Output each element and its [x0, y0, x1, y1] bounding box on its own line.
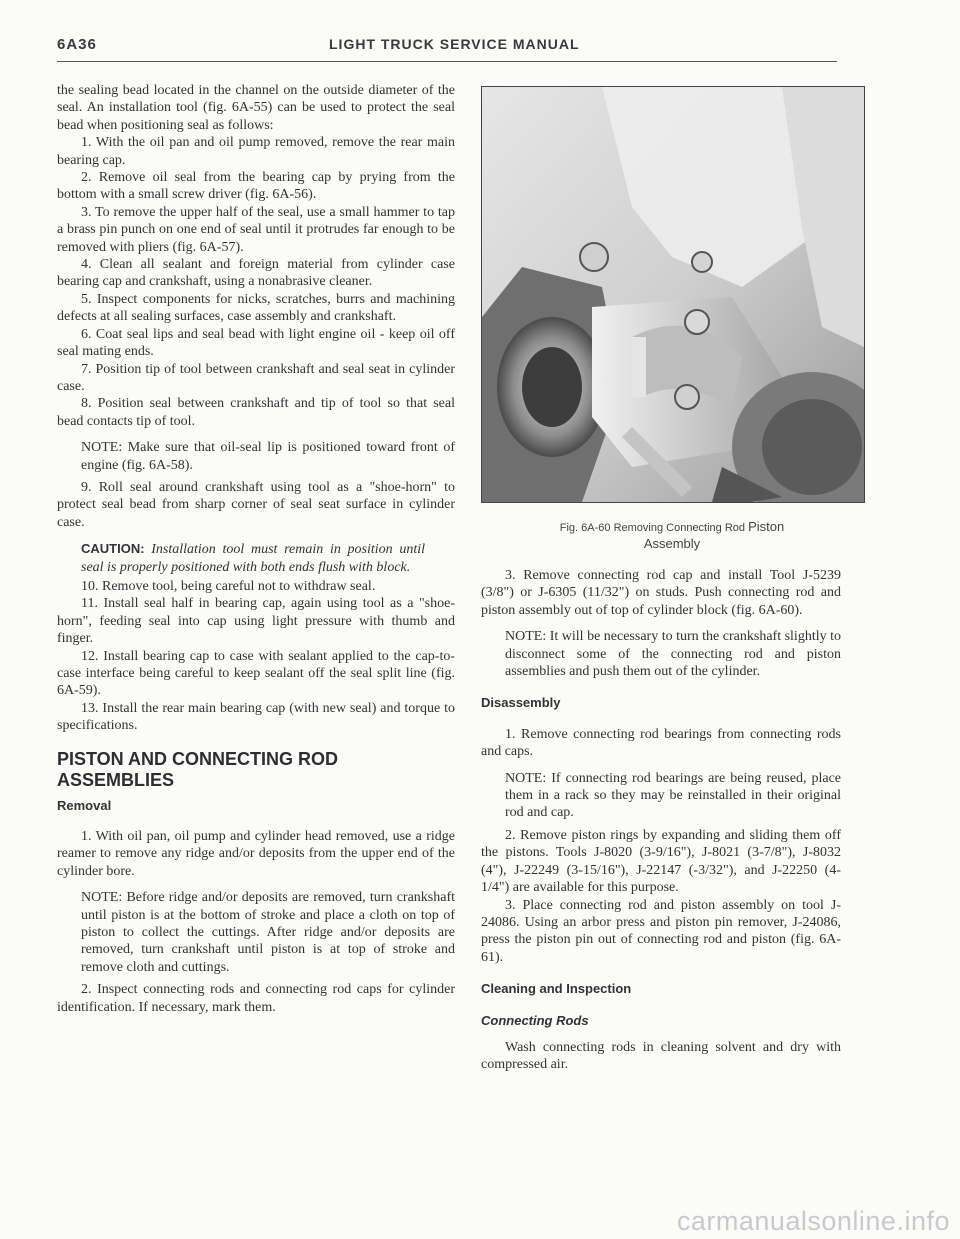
section-heading: PISTON AND CONNECTING ROD ASSEMBLIES: [57, 748, 339, 790]
figure-caption-assembly: Assembly: [643, 536, 701, 551]
removal-step-1: 1. With oil pan, oil pump and cylinder head removed, use a ridge reamer to remove any ridge and/or deposits from the upper end of the cylinder bore.: [57, 829, 455, 879]
connecting-rods-text: Wash connecting rods in cleaning solvent and dry with compressed air.: [481, 1039, 841, 1073]
intro-paragraph: the sealing bead located in the channel on the outside diameter of the seal. An installation tool (fig. 6A-55) can be used to protect the seal bead when positioning seal as follows:: [57, 83, 455, 133]
caution-label: CAUTION:: [81, 541, 145, 557]
cleaning-heading: Cleaning and Inspection: [481, 981, 632, 997]
note-oil-seal-lip: NOTE: Make sure that oil-seal lip is positioned toward front of engine (fig. 6A-58).: [81, 440, 455, 473]
disassembly-heading: Disassembly: [481, 695, 561, 711]
figure-caption-label: Fig. 6A-60 Removing Connecting Rod: [559, 522, 746, 534]
header-rule: [57, 61, 837, 62]
step-13: 13. Install the rear main bearing cap (with new seal) and torque to specifications.: [57, 700, 455, 734]
figure-caption: [481, 519, 863, 553]
step-8: 8. Position seal between crankshaft and tip of tool so that seal bead contacts tip of tool.: [57, 396, 455, 429]
connecting-rods-heading: Connecting Rods: [481, 1012, 589, 1028]
caution-text: Installation tool must remain in position until seal is properly positioned with both ends flush with block.: [81, 542, 426, 575]
step-3: 3. To remove the upper half of the seal, use a small hammer to tap a brass pin punch on one end of seal until it protrudes far enough to be removed with pliers (fig. 6A-57).: [57, 204, 455, 255]
right-column: [481, 86, 841, 1074]
step-7: 7. Position tip of tool between crankshaft and seal seat in cylinder case.: [57, 361, 455, 394]
figure-caption-piston: Piston: [748, 519, 785, 534]
step-11: 11. Install seal half in bearing cap, again using tool as a "shoe-horn", feeding seal into cap using light pressure with thumb and finger.: [57, 596, 455, 647]
step-4: 4. Clean all sealant and foreign material from cylinder case bearing cap and crankshaft, using a nonabrasive cleaner.: [57, 257, 455, 290]
note-ridge-deposits: NOTE: Before ridge and/or deposits are removed, turn crankshaft until piston is at the bottom of stroke and place a cloth on top of piston to collect the cuttings. After ridge and/or deposits are removed, turn crankshaft until piston is at top of stroke and remove cloth and cuttings.: [81, 890, 455, 975]
caution-block: [81, 540, 425, 576]
disassembly-step-3: 3. Place connecting rod and piston assembly on tool J-24086. Using an arbor press and piston pin remover, J-24086, press the piston pin out of connecting rod and piston (fig. 6A-61).: [481, 897, 841, 965]
removal-heading: Removal: [57, 797, 112, 813]
step-5: 5. Inspect components for nicks, scratches, burrs and machining defects at all sealing surfaces, case assembly and crankshaft.: [57, 291, 455, 325]
page-number: 6A36: [57, 36, 97, 53]
step-10: 10. Remove tool, being careful not to withdraw seal.: [81, 578, 376, 594]
disassembly-step-2: 2. Remove piston rings by expanding and sliding them off the pistons. Tools J-8020 (3-9/16"), J-8021 (3-7/8"), J-8032 (4"), J-22249 (3-15/16"), J-22147 (-3/32"), and J-22250 (4-1/4") are available for this purpose.: [481, 827, 841, 896]
note-turn-crankshaft: NOTE: It will be necessary to turn the crankshaft slightly to disconnect some of the connecting rod and piston assemblies and push them out of the cylinder.: [505, 629, 841, 680]
step-12: 12. Install bearing cap to case with sealant applied to the cap-to-case interface being careful to keep sealant off the seal split line (fig. 6A-59).: [57, 648, 455, 699]
figure-6a-60-photo: [481, 86, 865, 503]
note-bearings-reused: NOTE: If connecting rod bearings are being reused, place them in a rack so they may be reinstalled in their original rod and cap.: [505, 770, 841, 821]
removal-step-3: 3. Remove connecting rod cap and install Tool J-5239 (3/8") or J-6305 (11/32") on studs. Push connecting rod and piston assembly out of top of cylinder block (fig. 6A-60).: [481, 568, 841, 618]
watermark: carmanualsonline.info: [676, 1206, 950, 1236]
step-1: 1. With the oil pan and oil pump removed, remove the rear main bearing cap.: [57, 135, 455, 168]
disassembly-step-1: 1. Remove connecting rod bearings from connecting rods and caps.: [481, 726, 841, 760]
page-header: [57, 36, 837, 62]
step-9: 9. Roll seal around crankshaft using tool as a "shoe-horn" to protect seal bead from sharp corner of seal seat surface in cylinder case.: [57, 479, 455, 530]
step-2: 2. Remove oil seal from the bearing cap by prying from the bottom with a small screw driver (fig. 6A-56).: [57, 170, 455, 203]
left-column: [57, 82, 455, 1016]
engine-photo-illustration: [482, 87, 864, 502]
manual-title: LIGHT TRUCK SERVICE MANUAL: [329, 36, 580, 52]
removal-step-2: 2. Inspect connecting rods and connecting rod caps for cylinder identification. If necessary, mark them.: [57, 982, 455, 1015]
step-6: 6. Coat seal lips and seal bead with light engine oil - keep oil off seal mating ends.: [57, 326, 455, 360]
